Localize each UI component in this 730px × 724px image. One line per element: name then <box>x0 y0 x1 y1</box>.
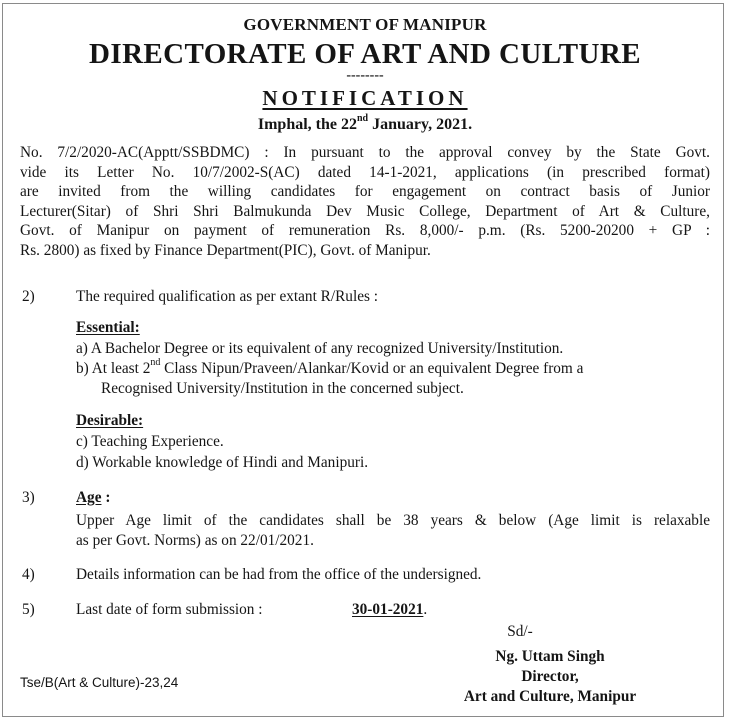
section-2-number: 2) <box>22 288 35 305</box>
submission-date: 30-01-2021 <box>352 601 424 618</box>
place-date-suffix: January, 2021. <box>368 116 473 133</box>
desirable-heading: Desirable: <box>76 412 144 429</box>
footer-reference: Tse/B(Art & Culture)-23,24 <box>20 675 179 690</box>
age-line-2: as per Govt. Norms) as on 22/01/2021. <box>76 531 314 549</box>
intro-line: Rs. 2800) as fixed by Finance Department(PIC), Govt. of Manipur. <box>20 241 431 259</box>
intro-paragraph <box>20 143 710 261</box>
directorate-heading: DIRECTORATE OF ART AND CULTURE <box>89 38 641 70</box>
submission-period: . <box>423 601 428 618</box>
submission-label: Last date of form submission : <box>76 601 263 618</box>
place-date <box>0 113 730 134</box>
intro-line: Lecturer(Sitar) of Shri Shri Balmukunda Dev Music College, Department of Art & Culture, <box>20 202 710 220</box>
signatory-office: Art and Culture, Manipur <box>463 688 637 705</box>
section-2-text: The required qualification as per extant R/Rules : <box>76 288 379 305</box>
intro-line: No. 7/2/2020-AC(Apptt/SSBDMC) : In pursuant to the approval convey by the State Govt. <box>20 144 710 161</box>
essential-item-b-continued: Recognised University/Institution in the concerned subject. <box>101 380 464 397</box>
place-date-sup: nd <box>356 113 369 124</box>
section-5-number: 5) <box>22 601 35 618</box>
intro-line: vide its Letter No. 10/7/2002-S(AC) dated 14-1-2021, applications (in prescribed format) <box>20 163 710 181</box>
section-4-number: 4) <box>22 566 35 583</box>
essential-b-suffix: Class Nipun/Praveen/Alankar/Kovid or an equivalent Degree from a <box>160 360 584 377</box>
desirable-item-d: d) Workable knowledge of Hindi and Manipuri. <box>76 454 369 471</box>
government-heading: GOVERNMENT OF MANIPUR <box>243 15 487 34</box>
essential-heading: Essential: <box>76 319 140 336</box>
header-divider: -------- <box>346 68 384 83</box>
essential-item-b <box>76 357 710 378</box>
age-heading: Age <box>76 489 102 506</box>
signatory-name: Ng. Uttam Singh <box>495 648 605 665</box>
age-colon: : <box>101 489 111 506</box>
place-date-prefix: Imphal, the 22 <box>257 116 357 133</box>
section-4-text: Details information can be had from the office of the undersigned. <box>76 566 482 583</box>
essential-b-prefix: b) At least 2 <box>76 360 151 377</box>
signature-sd: Sd/- <box>507 623 533 640</box>
age-line-1: Upper Age limit of the candidates shall be 38 years & below (Age limit is relaxable <box>76 512 710 529</box>
intro-line: are invited from the willing candidates for engagement on contract basis of Junior <box>20 183 710 201</box>
essential-item-a: a) A Bachelor Degree or its equivalent of any recognized University/Institution. <box>76 340 564 357</box>
age-heading-line <box>76 489 110 507</box>
signatory-designation: Director, <box>521 668 579 685</box>
section-3-number: 3) <box>22 489 35 506</box>
submission-date-line <box>352 601 427 619</box>
age-description <box>76 511 710 550</box>
notification-title: NOTIFICATION <box>262 86 468 110</box>
desirable-item-c: c) Teaching Experience. <box>76 433 224 450</box>
intro-line: Govt. of Manipur on payment of remuneration Rs. 8,000/- p.m. (Rs. 5200-20200 + GP : <box>20 222 710 240</box>
essential-b-sup: nd <box>150 357 161 368</box>
